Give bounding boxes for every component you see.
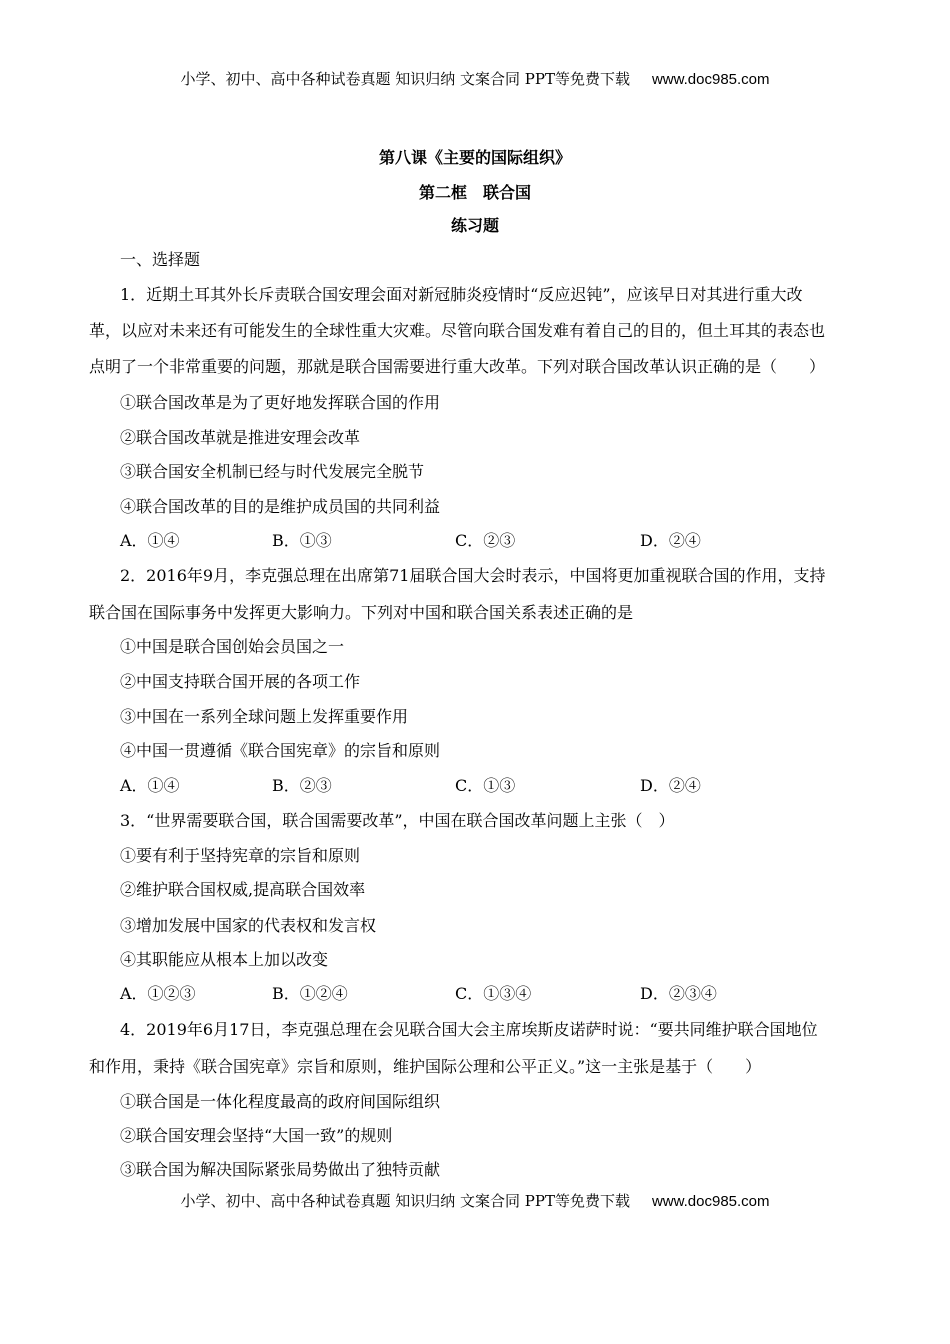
question-2-line-2: 联合国在国际事务中发挥更大影响力。下列对中国和联合国关系表述正确的是 (89, 603, 634, 622)
question-2-statement-4: ④中国一贯遵循《联合国宪章》的宗旨和原则 (120, 741, 441, 760)
question-1-statement-2: ②联合国改革就是推进安理会改革 (120, 428, 361, 447)
question-1-statement-1: ①联合国改革是为了更好地发挥联合国的作用 (120, 393, 441, 412)
question-3-statement-4: ④其职能应从根本上加以改变 (120, 950, 329, 969)
header-tagline: 小学、初中、高中各种试卷真题 知识归纳 文案合同 PPT等免费下载 (180, 70, 630, 88)
question-1-option-a[interactable]: A．①④ (120, 531, 180, 550)
question-2-statement-1: ①中国是联合国创始会员国之一 (120, 637, 345, 656)
question-1-line-1: 1．近期土耳其外长斥责联合国安理会面对新冠肺炎疫情时“反应迟钝”，应该早日对其进行重大改 (120, 285, 803, 304)
question-1-statement-3: ③联合国安全机制已经与时代发展完全脱节 (120, 462, 425, 481)
question-4-line-1: 4．2019年6月17日，李克强总理在会见联合国大会主席埃斯皮诺萨时说：“要共同维护联合国地位 (120, 1020, 818, 1039)
question-4-line-2: 和作用，秉持《联合国宪章》宗旨和原则，维护国际公理和公平正义。”这一主张是基于（ ） (89, 1057, 762, 1076)
question-3-line-1: 3．“世界需要联合国，联合国需要改革”，中国在联合国改革问题上主张（ ） (120, 811, 675, 830)
question-2-option-d[interactable]: D．②④ (640, 776, 701, 795)
question-3-statement-1: ①要有利于坚持宪章的宗旨和原则 (120, 846, 361, 865)
question-3-option-a[interactable]: A．①②③ (120, 984, 196, 1003)
question-3-option-b[interactable]: B．①②④ (272, 984, 348, 1003)
question-1-statement-4: ④联合国改革的目的是维护成员国的共同利益 (120, 497, 441, 516)
question-3-statement-3: ③增加发展中国家的代表权和发言权 (120, 916, 377, 935)
question-1-option-b[interactable]: B．①③ (272, 531, 332, 550)
lesson-title: 第八课《主要的国际组织》 (378, 148, 571, 167)
question-2-statement-2: ②中国支持联合国开展的各项工作 (120, 672, 361, 691)
question-1-line-2: 革，以应对未来还有可能发生的全球性重大灾难。尽管向联合国发难有着自己的目的，但土耳其的表态也 (89, 321, 826, 340)
header-site[interactable]: www.doc985.com (651, 71, 770, 88)
question-2-option-b[interactable]: B．②③ (272, 776, 332, 795)
question-4-statement-1: ①联合国是一体化程度最高的政府间国际组织 (120, 1092, 441, 1111)
question-2-statement-3: ③中国在一系列全球问题上发挥重要作用 (120, 707, 409, 726)
exercise-title: 练习题 (450, 216, 499, 235)
question-2-option-a[interactable]: A．①④ (120, 776, 180, 795)
question-4-statement-2: ②联合国安理会坚持“大国一致”的规则 (120, 1126, 393, 1145)
question-1-option-c[interactable]: C．②③ (455, 531, 516, 550)
question-1-line-3: 点明了一个非常重要的问题，那就是联合国需要进行重大改革。下列对联合国改革认识正确的是（ ） (89, 357, 826, 376)
section-label: 一、选择题 (120, 250, 201, 269)
question-3-option-c[interactable]: C．①③④ (455, 984, 532, 1003)
section-title: 第二框 联合国 (418, 183, 531, 202)
question-2-option-c[interactable]: C．①③ (455, 776, 516, 795)
footer-site[interactable]: www.doc985.com (651, 1193, 770, 1210)
question-3-option-d[interactable]: D．②③④ (640, 984, 717, 1003)
question-4-statement-3: ③联合国为解决国际紧张局势做出了独特贡献 (120, 1160, 441, 1179)
page-footer (0, 1191, 950, 1212)
footer-tagline: 小学、初中、高中各种试卷真题 知识归纳 文案合同 PPT等免费下载 (180, 1192, 630, 1210)
question-3-statement-2: ②维护联合国权威,提高联合国效率 (120, 880, 366, 899)
question-1-option-d[interactable]: D．②④ (640, 531, 701, 550)
page-header (0, 69, 950, 90)
question-2-line-1: 2．2016年9月，李克强总理在出席第71届联合国大会时表示，中国将更加重视联合国的作用，支持 (120, 566, 826, 585)
